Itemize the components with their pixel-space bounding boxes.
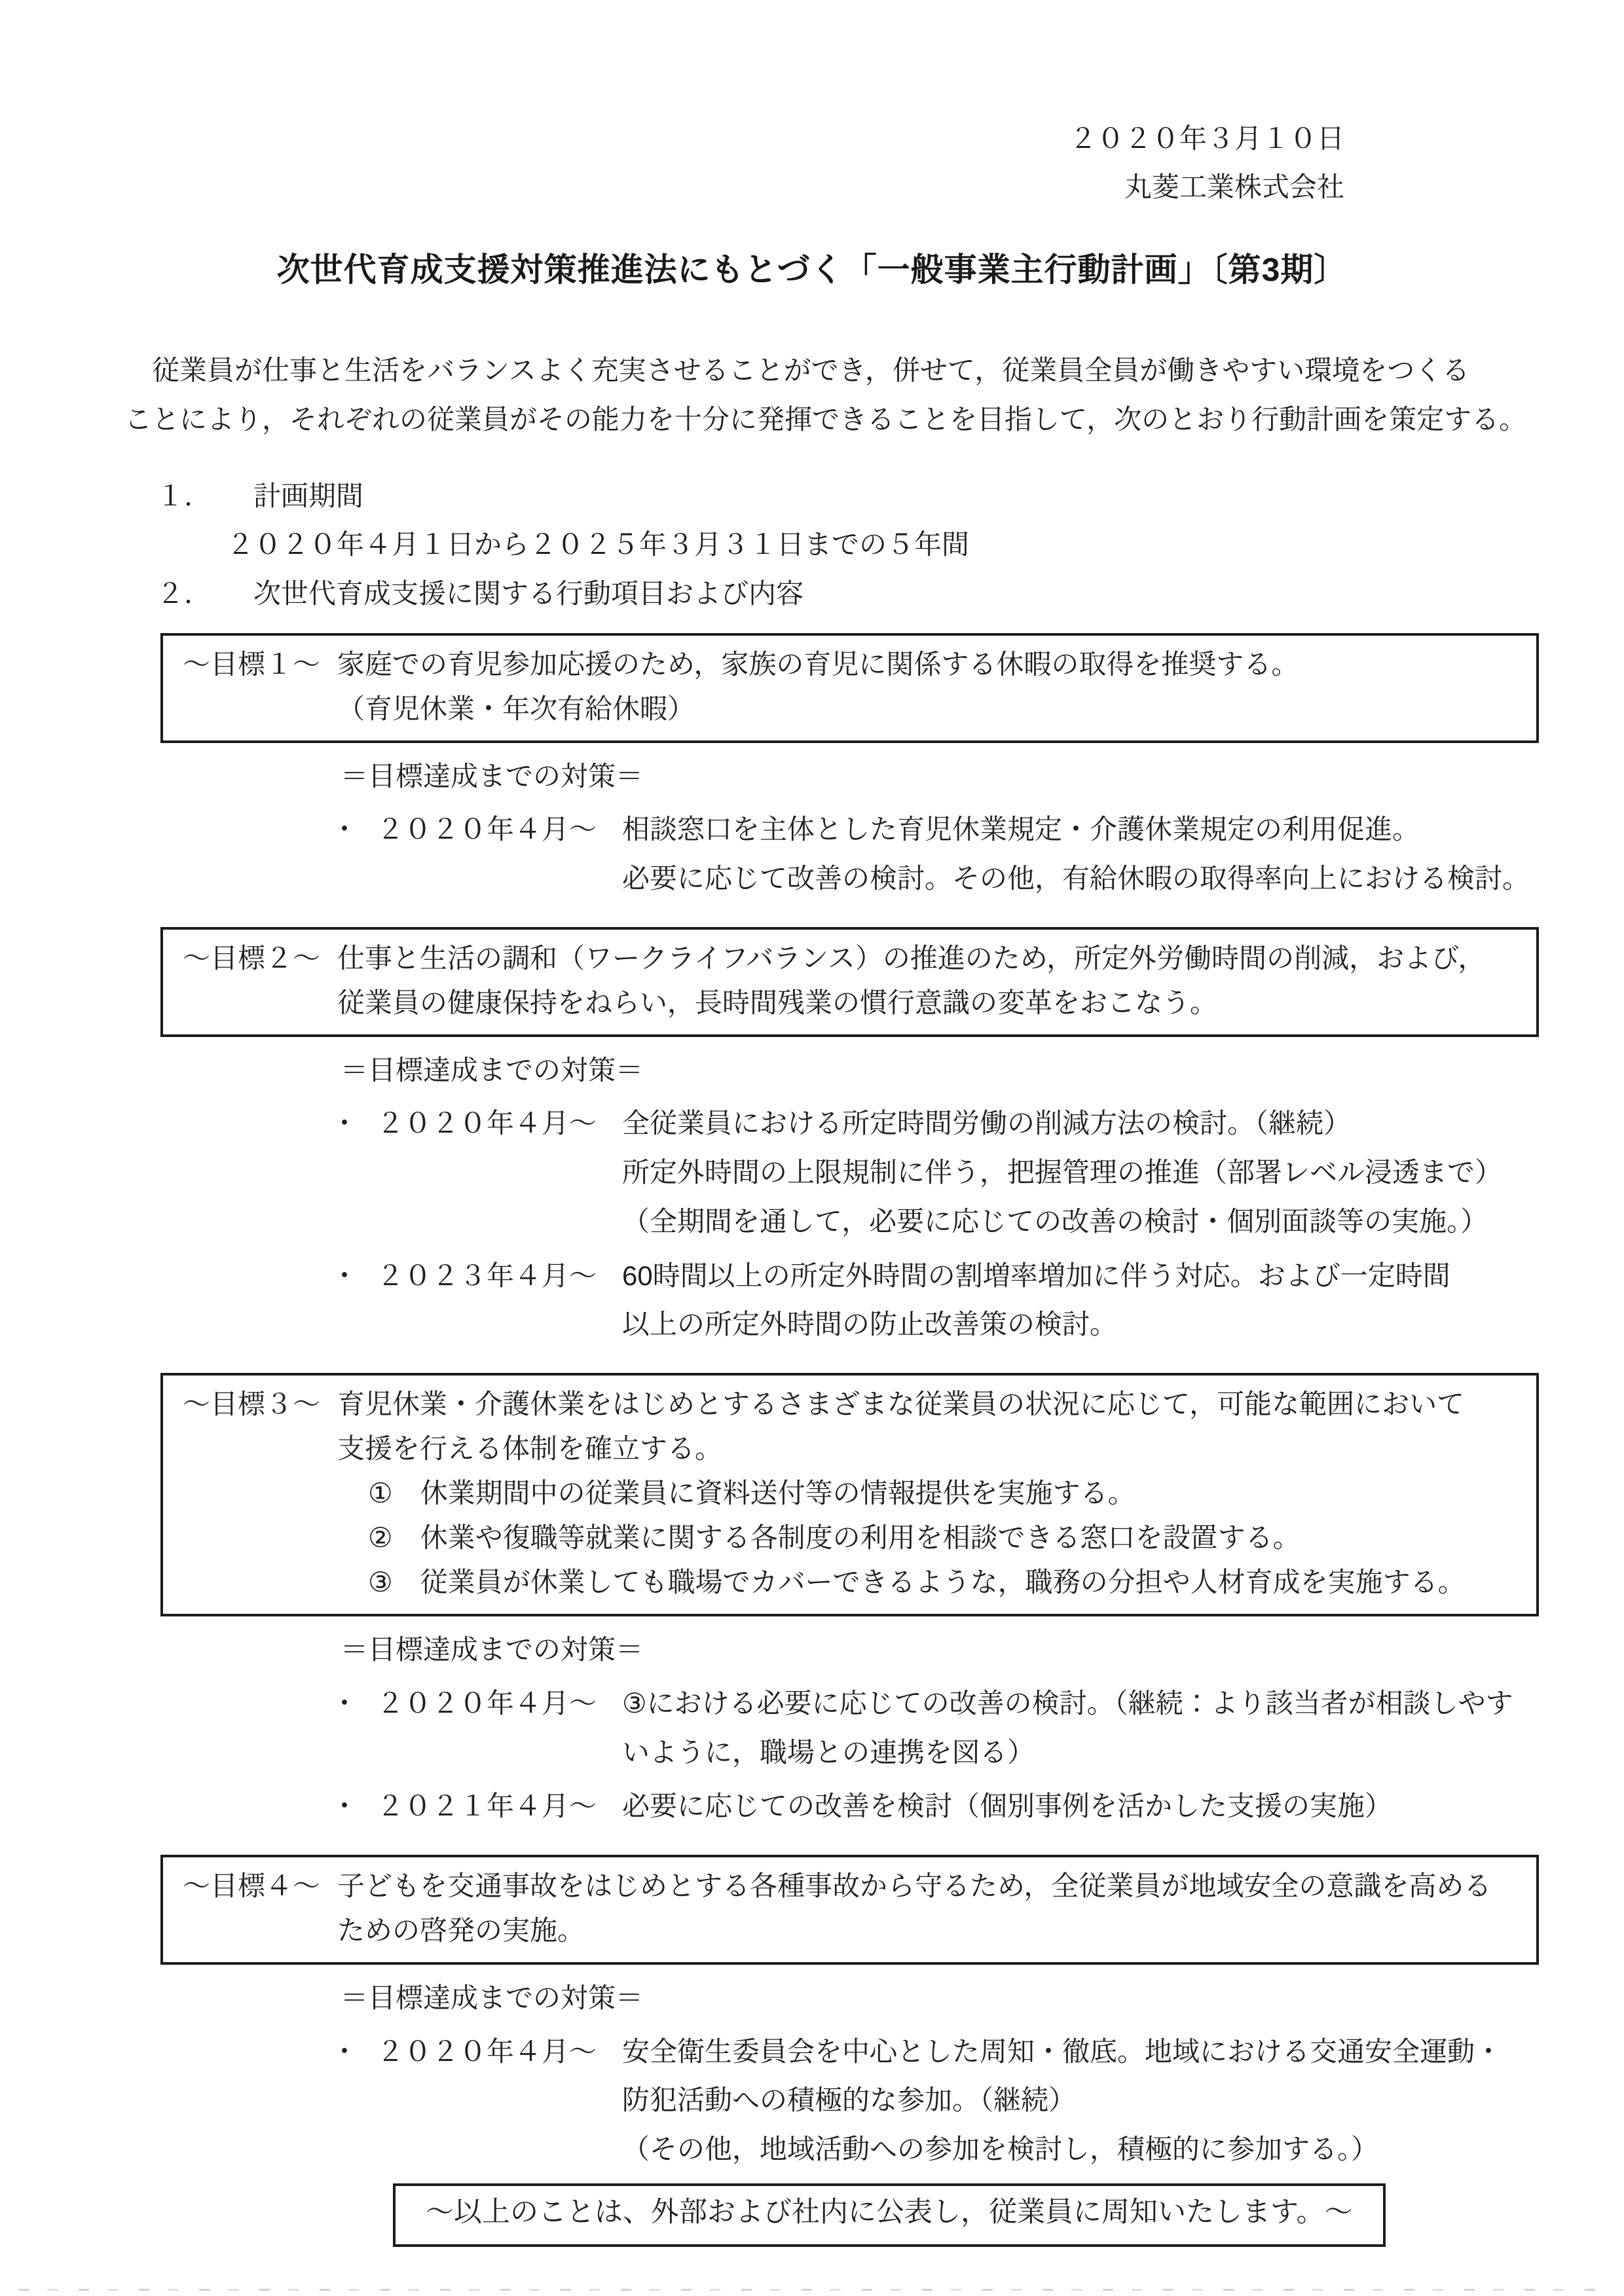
intro-paragraph	[124, 346, 1527, 445]
goal-item: ③ 従業員が休業しても職場でカバーできるような，職務の分担や人材育成を実施する。	[368, 1567, 1466, 1598]
bullet-marker: ・	[331, 1687, 359, 1719]
bullet-marker: ・	[331, 814, 359, 845]
header-date: ２０２０年３月１０日	[1069, 123, 1344, 154]
measure-date: ２０２０年４月～	[377, 1108, 597, 1139]
measure-text	[622, 1679, 1539, 1777]
goal-3-label: ～目標３～	[183, 1389, 321, 1420]
document-header	[124, 115, 1344, 211]
measure-line: 必要に応じての改善を検討（個別事例を活かした支援の実施）	[622, 1791, 1393, 1822]
scan-artifact-line	[18, 2289, 1606, 2291]
goal-4-section	[124, 1855, 1503, 2174]
measure-line: 相談窓口を主体とした育児休業規定・介護休業規定の利用促進。	[622, 814, 1420, 845]
measure-text	[622, 1099, 1539, 1246]
bullet-marker: ・	[331, 2035, 359, 2067]
measure-line: 全従業員における所定時間労働の削減方法の検討。（継続）	[622, 1108, 1352, 1139]
notice-box	[393, 2183, 1386, 2247]
goal-1-section	[124, 633, 1530, 903]
section-title: 計画期間	[253, 480, 364, 511]
measure-date: ２０２０年４月～	[377, 1687, 597, 1719]
measures-heading: ＝目標達成までの対策＝	[341, 1634, 644, 1666]
section-2-heading	[157, 570, 1500, 619]
bullet-marker: ・	[331, 1791, 359, 1822]
measure-row	[331, 805, 1539, 903]
measure-date: ２０２１年４月～	[377, 1791, 597, 1822]
goal-3-section	[124, 1373, 1513, 1831]
measure-row	[331, 1679, 1539, 1777]
measure-text	[622, 1252, 1539, 1350]
goal-statement-line: 従業員の健康保持をねらい，長時間残業の慣行意識の変革をおこなう。	[337, 987, 1218, 1018]
header-company: 丸菱工業株式会社	[1124, 171, 1344, 202]
measure-row	[331, 2028, 1539, 2174]
goal-item: ② 休業や復職等就業に関する各制度の利用を相談できる窓口を設置する。	[368, 1522, 1301, 1554]
goal-4-box	[160, 1855, 1539, 1965]
goal-item: ① 休業期間中の従業員に資料送付等の情報提供を実施する。	[368, 1478, 1135, 1509]
measure-text	[622, 805, 1539, 903]
goal-statement-line: 仕事と生活の調和（ワークライフバランス）の推進のため，所定外労働時間の削減，および，	[337, 942, 1486, 974]
intro-line: ことにより，それぞれの従業員がその能力を十分に発揮できることを目指して，次のとおり行動計画を策定する。	[124, 403, 1527, 435]
plan-period-text: ２０２０年４月１日から２０２５年３月３１日までの５年間	[227, 529, 970, 560]
goal-statement-line: （育児休業・年次有給休暇）	[337, 693, 695, 724]
measure-date: ２０２３年４月～	[377, 1260, 597, 1291]
goal-2-statement	[337, 936, 1486, 1025]
goal-3-box	[160, 1373, 1539, 1616]
measure-row	[331, 1099, 1539, 1246]
measures-heading: ＝目標達成までの対策＝	[341, 1982, 644, 2014]
measure-line: 安全衛生委員会を中心とした周知・徹底。地域における交通安全運動・	[622, 2035, 1503, 2067]
goal-4-statement	[337, 1864, 1491, 1953]
bullet-marker: ・	[331, 1260, 359, 1291]
section-title: 次世代育成支援に関する行動項目および内容	[253, 578, 804, 609]
goal-statement-line: 家庭での育児参加応援のため，家族の育児に関係する休暇の取得を推奨する。	[337, 648, 1299, 680]
intro-line: 従業員が仕事と生活をバランスよく充実させることができ，併せて，従業員全員が働きやすい環境をつくる	[152, 355, 1470, 386]
goal-4-label: ～目標４～	[183, 1870, 321, 1902]
measures-heading: ＝目標達成までの対策＝	[341, 760, 644, 792]
goal-2-box	[160, 927, 1539, 1037]
measure-line: 防犯活動への積極的な参加。（継続）	[622, 2085, 1077, 2116]
measure-line: 所定外時間の上限規制に伴う，把握管理の推進（部署レベル浸透まで）	[622, 1157, 1503, 1188]
numbered-sections	[124, 472, 1500, 619]
notice-text: ～以上のことは、外部および社内に公表し，従業員に周知いたします。～	[426, 2196, 1353, 2228]
measure-date: ２０２０年４月～	[377, 814, 597, 845]
goal-1-label: ～目標１～	[183, 648, 321, 680]
measure-line: ③における必要に応じての改善の検討。（継続：より該当者が相談しやす	[622, 1687, 1513, 1719]
goal-3-statement	[337, 1382, 1466, 1605]
measure-row	[331, 1252, 1539, 1350]
measure-line: （全期間を通して，必要に応じての改善の検討・個別面談等の実施。）	[622, 1205, 1488, 1237]
bullet-marker: ・	[331, 1108, 359, 1139]
measure-date: ２０２０年４月～	[377, 2035, 597, 2067]
measure-line: （その他，地域活動への参加を検討し，積極的に参加する。）	[622, 2134, 1379, 2165]
goal-1-statement	[337, 642, 1299, 731]
measure-row	[331, 1782, 1539, 1831]
measure-line: いように，職場との連携を図る）	[622, 1736, 1035, 1768]
goal-statement-line: 子どもを交通事故をはじめとする各種事故から守るため，全従業員が地域安全の意識を高める	[337, 1870, 1492, 1902]
goal-3-items	[368, 1471, 1466, 1605]
goal-1-box	[160, 633, 1539, 743]
measures-heading: ＝目標達成までの対策＝	[341, 1054, 644, 1085]
section-1-heading	[157, 472, 1500, 521]
section-number: １．	[157, 480, 212, 511]
goal-statement-line: ための啓発の実施。	[337, 1915, 585, 1946]
measure-line: 必要に応じて改善の検討。その他，有給休暇の取得率向上における検討。	[622, 863, 1530, 894]
document-title: 次世代育成支援対策推進法にもとづく「一般事業主行動計画」〔第3期〕	[276, 251, 1348, 288]
measure-text	[622, 1782, 1539, 1831]
goal-statement-line: 支援を行える体制を確立する。	[337, 1433, 723, 1465]
measure-text	[622, 2028, 1539, 2174]
goal-2-label: ～目標２～	[183, 942, 321, 974]
goal-statement-line: 育児休業・介護休業をはじめとするさまざまな従業員の状況に応じて，可能な範囲において	[337, 1389, 1465, 1420]
goal-2-section	[124, 927, 1503, 1349]
measure-line: 60時間以上の所定外時間の割増率増加に伴う対応。および一定時間	[622, 1260, 1450, 1291]
measure-line: 以上の所定外時間の防止改善策の検討。	[622, 1309, 1118, 1340]
section-number: ２．	[157, 578, 212, 609]
